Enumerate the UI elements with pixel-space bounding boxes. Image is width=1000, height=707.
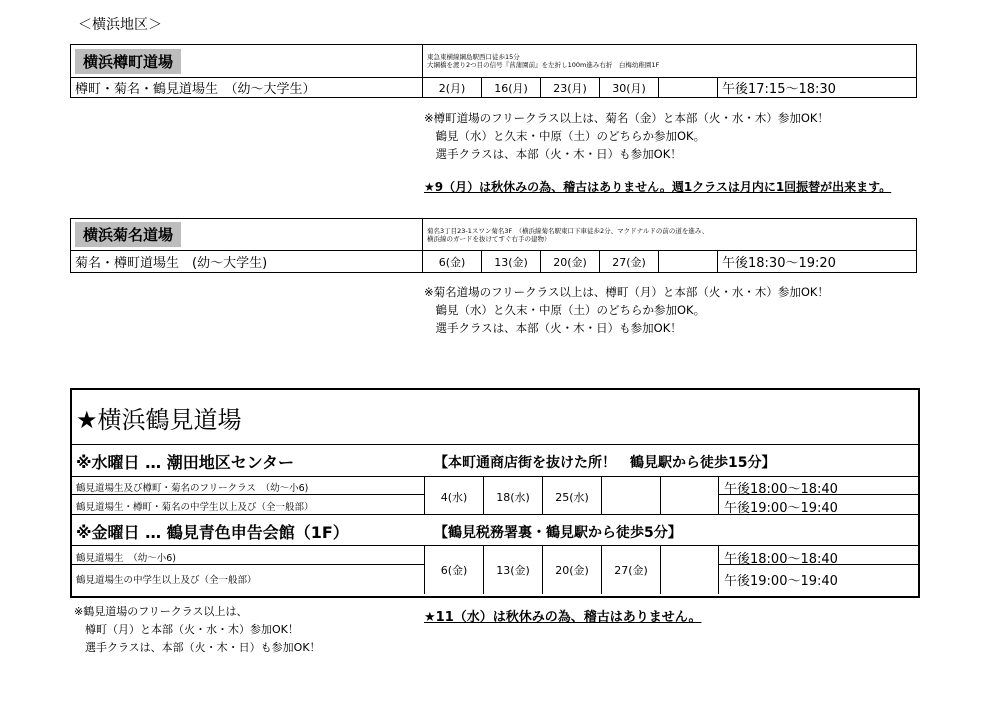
date-cell: 18(水) bbox=[496, 491, 530, 504]
class-label: 鶴見道場生 （幼～小6) bbox=[76, 553, 177, 564]
time-cell: 午後19:00～19:40 bbox=[724, 501, 838, 516]
time-cell: 午後18:00～18:40 bbox=[724, 482, 838, 497]
dojo-name: 横浜菊名道場 bbox=[75, 222, 181, 247]
date-cell: 13(金) bbox=[496, 564, 530, 577]
access-info: 東急東横線綱島駅西口徒歩15分 大綱橋を渡り2つ目の信号『菖蒲園前』を左折し100m進み右折 白梅幼稚園1F bbox=[423, 45, 917, 78]
divider bbox=[72, 476, 918, 477]
tsurumi-notes: ※鶴見道場のフリークラス以上は、 樽町（月）と本部（火・水・木）参加OK！ 選手クラスは、本部（火・木・日）も参加OK！ bbox=[74, 605, 321, 654]
date-cell: 23(月) bbox=[541, 78, 600, 98]
wednesday-location: 【本町通商店街を抜けた所！ 鶴見駅から徒歩15分】 bbox=[434, 455, 776, 471]
date-cell: 16(月) bbox=[482, 78, 541, 98]
date-cell: 2(月) bbox=[423, 78, 482, 98]
dojo-name: 横浜樽町道場 bbox=[75, 49, 181, 74]
access-info: 菊名3丁目23-1スワン菊名3F （横浜線菊名駅東口下車徒歩2分、マクドナルドの前の道を進み、 横浜線のガードを抜けてすぐ右手の建物） bbox=[423, 219, 917, 251]
divider bbox=[72, 494, 424, 495]
date-cell: 27(金) bbox=[600, 251, 659, 273]
date-cell: 13(金) bbox=[482, 251, 541, 273]
tarumachi-holiday-note: ★9（月）は秋休みの為、稽古はありません。週1クラスは月内に1回振替が出来ます。 bbox=[424, 180, 892, 194]
dojo-title: ★横浜鶴見道場 bbox=[76, 406, 242, 434]
time-cell: 午後17:15～18:30 bbox=[718, 78, 917, 98]
date-cell: 4(水) bbox=[440, 491, 468, 504]
class-label: 鶴見道場生・樽町・菊名の中学生以上及び（全一般部） bbox=[76, 502, 314, 513]
class-label: 樽町・菊名・鶴見道場生 （幼～大学生） bbox=[71, 78, 423, 98]
class-label: 鶴見道場生及び樽町・菊名のフリークラス （幼～小6) bbox=[76, 483, 309, 494]
divider bbox=[660, 476, 661, 514]
date-cell: 27(金) bbox=[614, 564, 648, 577]
divider bbox=[72, 545, 918, 546]
tarumachi-table bbox=[70, 44, 917, 98]
tsurumi-holiday-note: ★11（水）は秋休みの為、稽古はありません。 bbox=[424, 610, 702, 625]
time-cell: 午後18:30～19:20 bbox=[718, 251, 917, 273]
divider bbox=[718, 545, 719, 594]
time-cell: 午後19:00～19:40 bbox=[724, 574, 838, 589]
tsurumi-block bbox=[70, 388, 920, 598]
class-label: 菊名・樽町道場生 (幼～大学生) bbox=[71, 251, 423, 273]
date-cell: 25(水) bbox=[555, 491, 589, 504]
date-cell: 20(金) bbox=[541, 251, 600, 273]
divider bbox=[72, 564, 424, 565]
date-cell: 6(金) bbox=[440, 564, 468, 577]
dojo-name-cell bbox=[71, 45, 423, 78]
class-label: 鶴見道場生の中学生以上及び（全一般部） bbox=[76, 575, 257, 586]
friday-location: 【鶴見税務署裏・鶴見駅から徒歩5分】 bbox=[434, 525, 682, 541]
kikuna-table bbox=[70, 218, 917, 273]
kikuna-notes: ※菊名道場のフリークラス以上は、樽町（月）と本部（火・水・木）参加OK！ 鶴見（水）と久末・中原（土）のどちらか参加OK。 選手クラスは、本部（火・木・日）も参加OK！ bbox=[424, 285, 829, 335]
friday-venue: ※金曜日 … 鶴見青色申告会館（1F） bbox=[76, 523, 349, 542]
date-cell bbox=[659, 78, 718, 98]
date-cell: 6(金) bbox=[423, 251, 482, 273]
date-cell bbox=[659, 251, 718, 273]
tarumachi-notes: ※樽町道場のフリークラス以上は、菊名（金）と本部（火・水・木）参加OK！ 鶴見（水）と久末・中原（土）のどちらか参加OK。 選手クラスは、本部（火・木・日）も参加OK！ bbox=[424, 111, 829, 161]
time-cell: 午後18:00～18:40 bbox=[724, 552, 838, 567]
date-cell: 20(金) bbox=[555, 564, 589, 577]
region-title: ＜横浜地区＞ bbox=[78, 17, 162, 33]
wednesday-venue: ※水曜日 … 潮田地区センター bbox=[76, 453, 295, 472]
divider bbox=[72, 444, 918, 445]
dojo-name-cell bbox=[71, 219, 423, 251]
date-cell: 30(月) bbox=[600, 78, 659, 98]
divider bbox=[718, 476, 719, 514]
